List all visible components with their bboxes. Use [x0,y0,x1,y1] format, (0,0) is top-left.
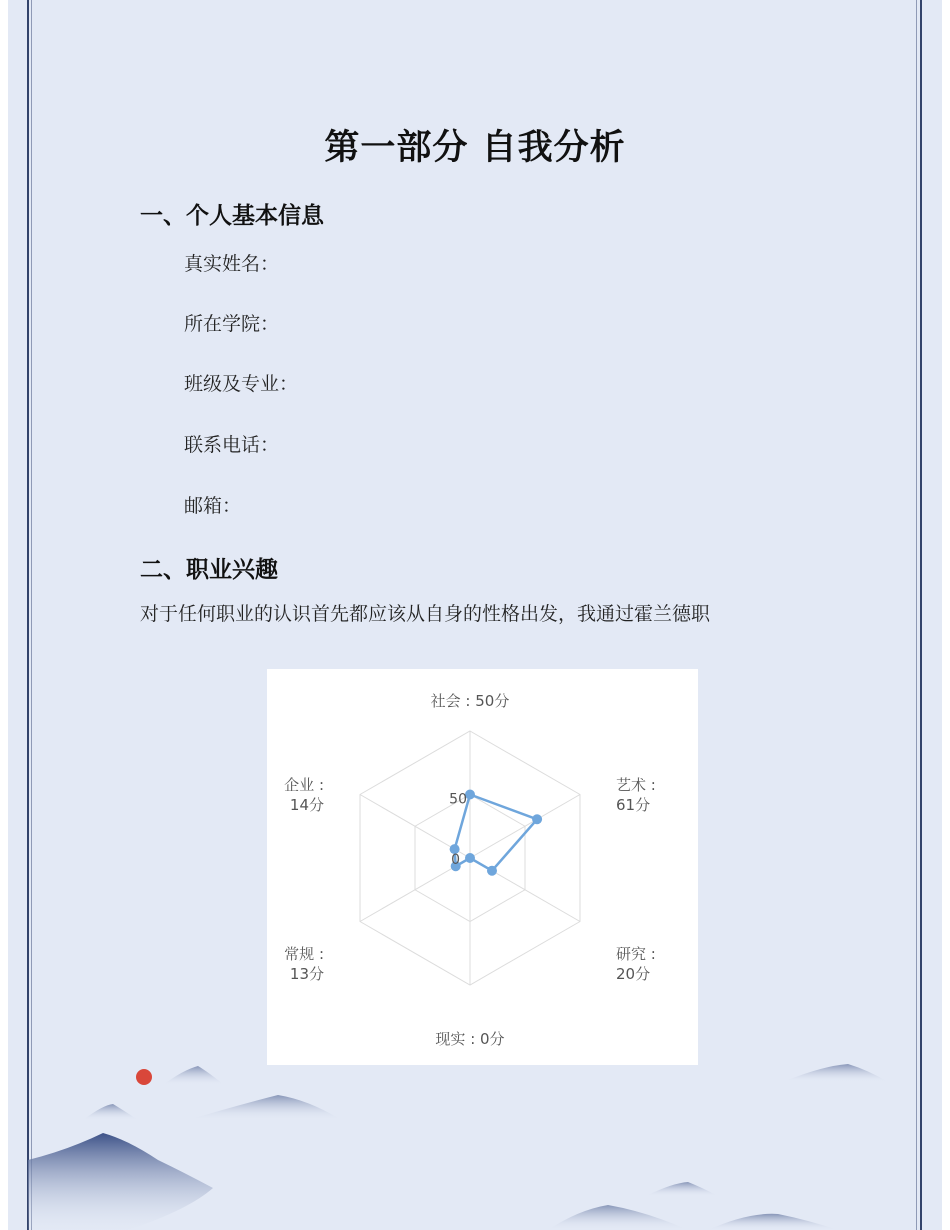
distant-mountain [548,1205,688,1230]
distant-mountain [163,1066,223,1085]
radar-axis-value-label: 20分 [616,965,651,983]
radar-axis-label: 常规 : [284,945,324,963]
radar-tick-label: 50 [449,791,467,808]
field-real-name: 真实姓名： [184,253,280,275]
document-page [8,0,942,1230]
distant-mountain [648,1182,718,1196]
field-college: 所在学院： [184,313,280,335]
field-class-major: 班级及专业： [184,373,299,395]
radar-axis-value-label: 61分 [616,796,651,814]
field-phone: 联系电话： [184,434,280,456]
distant-mountain [708,1214,838,1230]
radar-axis-label: 企业 : [284,776,324,794]
section-heading-personal-info: 一、个人基本信息 [140,202,324,229]
foreground-mountain [28,1133,213,1230]
radar-axis-value-label: 14分 [289,796,324,814]
ink-landscape-illustration [8,0,942,1230]
distant-mountain [188,1095,338,1120]
radar-tick-label: 0 [451,852,460,868]
distant-mountain [788,1064,888,1082]
page-title: 第一部分 自我分析 [324,127,626,168]
red-sun [136,1069,152,1085]
radar-axis-label: 现实 : 0分 [435,1030,505,1048]
radar-axis-label: 艺术 : [616,776,656,794]
field-email: 邮箱： [184,495,242,517]
radar-axis-label: 社会 : 50分 [430,692,510,710]
radar-axis-label: 研究 : [616,945,656,963]
body-paragraph: 对于任何职业的认识首先都应该从自身的性格出发，我通过霍兰德职 [140,603,711,625]
section-heading-career-interest: 二、职业兴趣 [140,556,278,583]
distant-mountain [83,1104,138,1120]
radar-axis-value-label: 13分 [289,965,324,983]
